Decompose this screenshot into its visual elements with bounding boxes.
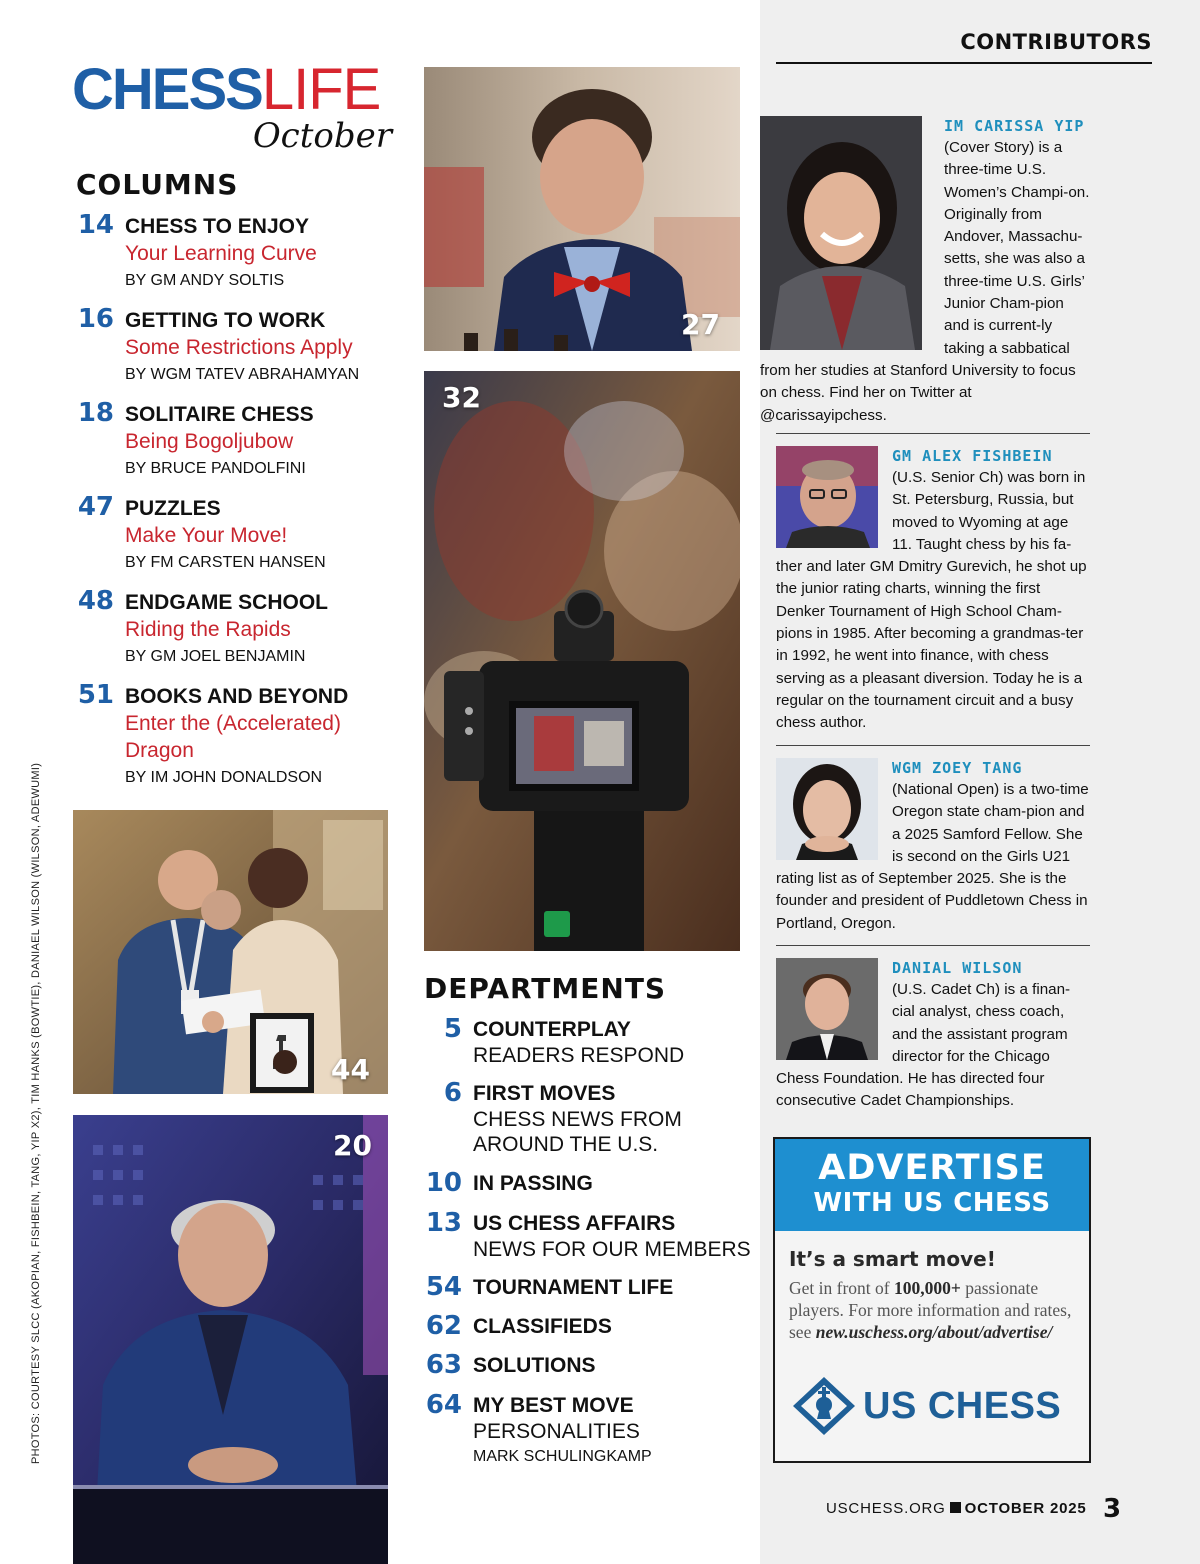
column-title: ENDGAME SCHOOL: [125, 591, 329, 614]
departments-heading: DEPARTMENTS: [424, 972, 667, 1005]
photo-credit: PHOTOS: COURTESY SLCC (AKOPIAN, FISHBEIN, TANG, YIP X2), TIM HANKS (BOWTIE), DANIAEL WILSON (WILSON, ADEWUMI): [30, 762, 42, 1464]
column-subtitle: Being Bogoljubow: [125, 430, 294, 453]
ad-copy-part: passionate players. For more information and rates, see: [789, 1278, 1072, 1342]
toc-department-item[interactable]: [424, 1078, 754, 1157]
ad-banner: [775, 1139, 1089, 1231]
contributor-text: (U.S. Cadet Ch) is a finan-cial analyst, chess coach, and the assistant program director for the Chicago Chess Foundation. He has directed four consecutive Cadet Championships.: [776, 981, 1071, 1110]
page-number: 62: [425, 1311, 462, 1341]
photo-page-number: 32: [442, 381, 481, 414]
department-byline: MARK SCHULINGKAMP: [473, 1448, 652, 1465]
department-subtitle: PERSONALITIES: [473, 1420, 640, 1443]
toc-column-item[interactable]: [72, 210, 402, 293]
ad-headline: ADVERTISE: [818, 1148, 1046, 1188]
contributor-text: (U.S. Senior Ch) was born in St. Petersburg, Russia, but moved to Wyoming at age 11. Taught chess by his fa-ther and later GM Dmitry Gurevich, he shot up the junior rating charts, winning the first Denker Tournament of High School Cham-pions in 1985. After becoming a grandmas-ter in 1992, he went into finance, with chess serving as a pleasant diversion. Today he is a regular on the tournament circuit and a busy chess author.: [776, 469, 1087, 732]
divider: [776, 945, 1090, 946]
logo-chess: CHESS: [72, 57, 262, 122]
department-title: CLASSIFIEDS: [473, 1315, 612, 1338]
contributor-name: GM ALEX FISHBEIN: [892, 447, 1053, 465]
page-number: 54: [425, 1272, 462, 1302]
toc-column-item[interactable]: [72, 398, 402, 481]
chess-life-logo: [72, 57, 392, 122]
broadcast-camera-photo-image: [424, 371, 740, 951]
contributor-bio: [776, 958, 1090, 1113]
department-title: MY BEST MOVE: [473, 1394, 634, 1417]
contributor-name: DANIAL WILSON: [892, 959, 1023, 977]
us-chess-wordmark: US CHESS: [863, 1384, 1062, 1427]
ad-tagline: It’s a smart move!: [789, 1247, 996, 1271]
photo-award-presentation[interactable]: [73, 810, 388, 1094]
page-number: 16: [77, 304, 114, 334]
column-subtitle: Some Restrictions Apply: [125, 336, 353, 359]
toc-department-item[interactable]: [424, 1311, 754, 1341]
department-title: IN PASSING: [473, 1172, 593, 1195]
logo-life: LIFE: [261, 57, 381, 122]
toc-department-item[interactable]: [424, 1014, 754, 1068]
page-number: 13: [425, 1208, 462, 1238]
page-number: 48: [77, 586, 114, 616]
contributors-heading: CONTRIBUTORS: [776, 30, 1152, 64]
contributor-text: (Cover Story) is a three-time U.S. Women’s Champi-on. Originally from Andover, Massachu-setts, she was also a three-time U.S. Girls’ Junior Cham-pion and is current-ly taking a sabbatical from her studies at Stanford University to focus on chess. Find her on Twitter at @carissayipchess.: [760, 139, 1090, 424]
department-title: SOLUTIONS: [473, 1354, 596, 1377]
column-subtitle: Enter the (Accelerated) Dragon: [125, 712, 341, 762]
footer-issue: OCTOBER 2025: [964, 1500, 1087, 1517]
ad-subheadline: WITH US CHESS: [813, 1188, 1051, 1218]
photo-page-number: 44: [331, 1053, 370, 1086]
ad-link[interactable]: new.uschess.org/about/advertise/: [815, 1322, 1053, 1342]
department-title: US CHESS AFFAIRS: [473, 1212, 676, 1235]
contributor-name: WGM ZOEY TANG: [892, 759, 1023, 777]
column-byline: BY BRUCE PANDOLFINI: [125, 460, 306, 477]
page-number: 6: [443, 1078, 462, 1108]
column-subtitle: Riding the Rapids: [125, 618, 291, 641]
issue-month: October: [252, 116, 392, 156]
page-number: 18: [77, 398, 114, 428]
contributor-photo-tang: [776, 758, 878, 860]
page-number: 63: [425, 1350, 462, 1380]
column-byline: BY FM CARSTEN HANSEN: [125, 554, 326, 571]
contributor-bio: [776, 446, 1090, 735]
department-title: FIRST MOVES: [473, 1082, 616, 1105]
ad-reach-figure: 100,000+: [893, 1278, 961, 1298]
ad-copy: [789, 1277, 1075, 1343]
column-subtitle: Your Learning Curve: [125, 242, 317, 265]
column-byline: BY WGM TATEV ABRAHAMYAN: [125, 366, 360, 383]
photo-page-number: 20: [333, 1129, 372, 1162]
page-number: 64: [425, 1390, 462, 1420]
page-number: 51: [77, 680, 114, 710]
toc-column-item[interactable]: [72, 586, 402, 669]
contributor-name: IM CARISSA YIP: [944, 117, 1085, 135]
square-bullet-icon: [950, 1502, 961, 1513]
column-title: CHESS TO ENJOY: [125, 215, 309, 238]
department-subtitle: CHESS NEWS FROM AROUND THE U.S.: [473, 1108, 682, 1156]
toc-department-item[interactable]: [424, 1168, 754, 1198]
contributor-bio: [776, 758, 1090, 935]
king-diamond-icon: [791, 1375, 857, 1437]
contributor-text: (National Open) is a two-time Oregon state cham-pion and a 2025 Samford Fellow. She is second on the Girls U21 rating list as of September 2025. She is the founder and president of Puddletown Chess in Portland, Oregon.: [776, 781, 1089, 932]
commentator-photo-image: [73, 1115, 388, 1564]
us-chess-logo: [791, 1375, 1061, 1437]
toc-department-item[interactable]: [424, 1390, 754, 1470]
photo-commentator[interactable]: [73, 1115, 388, 1564]
department-title: TOURNAMENT LIFE: [473, 1276, 674, 1299]
page-number: 47: [77, 492, 114, 522]
photo-page-number: 27: [681, 308, 720, 341]
toc-column-item[interactable]: [72, 304, 402, 387]
columns-heading: COLUMNS: [76, 168, 239, 201]
divider: [776, 745, 1090, 746]
toc-department-item[interactable]: [424, 1350, 754, 1380]
column-byline: BY IM JOHN DONALDSON: [125, 769, 323, 786]
column-title: PUZZLES: [125, 497, 221, 520]
toc-column-item[interactable]: [72, 492, 402, 575]
column-byline: BY GM ANDY SOLTIS: [125, 272, 285, 289]
column-title: GETTING TO WORK: [125, 309, 326, 332]
toc-column-item[interactable]: [72, 680, 402, 790]
page-footer: [826, 1500, 1126, 1517]
toc-department-item[interactable]: [424, 1272, 754, 1302]
footer-site: USCHESS.ORG: [826, 1500, 946, 1517]
masthead: [72, 57, 392, 156]
page-number-footer: 3: [1103, 1494, 1122, 1524]
page-number: 5: [443, 1014, 462, 1044]
contributor-bio: [760, 116, 1090, 427]
column-title: SOLITAIRE CHESS: [125, 403, 314, 426]
award-photo-image: [73, 810, 388, 1094]
advertise-promo[interactable]: [773, 1137, 1091, 1463]
photo-broadcast-camera[interactable]: [424, 371, 740, 951]
column-title: BOOKS AND BEYOND: [125, 685, 349, 708]
contributor-photo-wilson: [776, 958, 878, 1060]
page-number: 14: [77, 210, 114, 240]
toc-department-item[interactable]: [424, 1208, 754, 1262]
contributor-photo-yip: [760, 116, 922, 350]
divider: [776, 433, 1090, 434]
department-subtitle: READERS RESPOND: [473, 1044, 685, 1067]
contributor-photo-fishbein: [776, 446, 878, 548]
department-title: COUNTERPLAY: [473, 1018, 631, 1041]
page-number: 10: [425, 1168, 462, 1198]
column-subtitle: Make Your Move!: [125, 524, 288, 547]
column-byline: BY GM JOEL BENJAMIN: [125, 648, 306, 665]
photo-young-player[interactable]: [424, 67, 740, 351]
department-subtitle: NEWS FOR OUR MEMBERS: [473, 1238, 751, 1261]
ad-copy-part: Get in front of: [789, 1278, 894, 1298]
